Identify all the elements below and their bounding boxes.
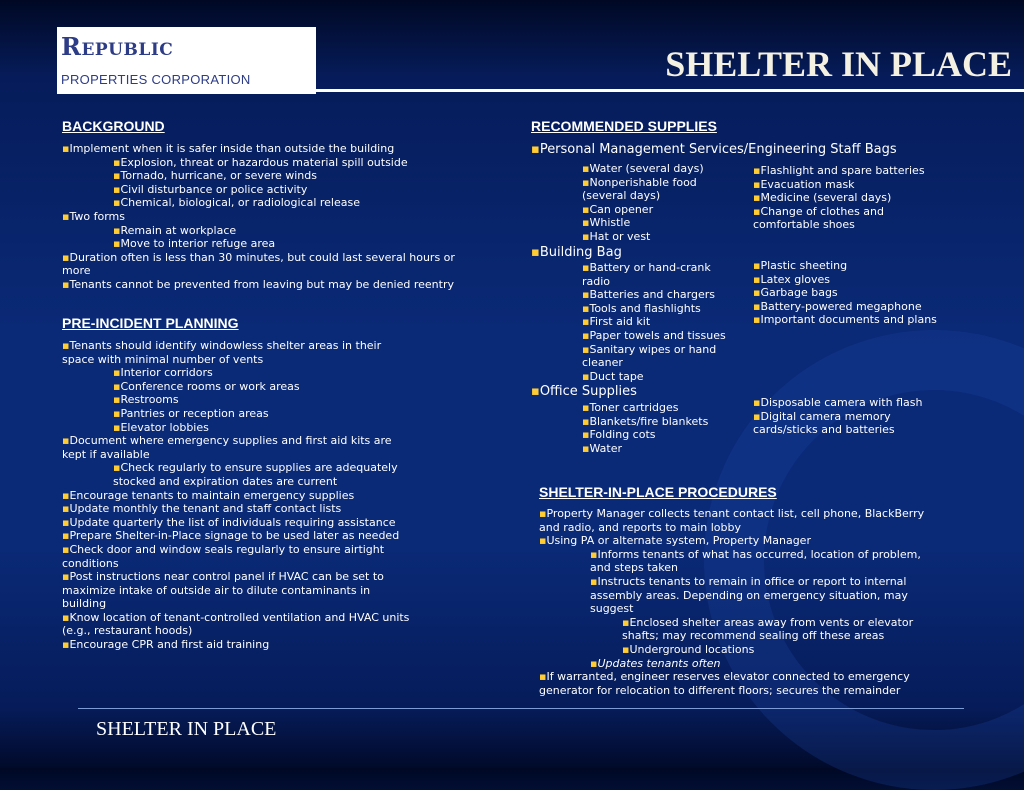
list-item: ▪ Using PA or alternate system, Property Manager [539, 534, 941, 548]
list-item: ▪ Batteries and chargers [582, 288, 734, 302]
list-item: ▪ Plastic sheeting [753, 259, 953, 273]
list-item: ▪ Explosion, threat or hazardous material spill outside [62, 156, 462, 170]
list-item: ▪ Encourage CPR and first aid training [62, 638, 414, 652]
list-item: ▪ Water (several days) [582, 162, 722, 176]
list-item: ▪ Duct tape [582, 370, 734, 384]
list-item: ▪ Post instructions near control panel if HVAC can be set to maximize intake of outside air to dilute contaminants in building [62, 570, 414, 611]
building-bag-label-wrap [531, 245, 731, 261]
list-item: ▪ Move to interior refuge area [62, 237, 462, 251]
list-item: ▪ Duration often is less than 30 minutes, but could last several hours or more [62, 251, 462, 278]
list-item: ▪ Folding cots [582, 428, 734, 442]
list-item: ▪ Encourage tenants to maintain emergency supplies [62, 489, 414, 503]
list-item: ▪ Civil disturbance or police activity [62, 183, 462, 197]
list-item: ▪ Water [582, 442, 734, 456]
list-item: ▪ Conference rooms or work areas [62, 380, 414, 394]
company-logo [57, 27, 316, 94]
building-bag-left-list [582, 261, 734, 383]
office-supplies-label-wrap [531, 384, 731, 400]
list-item: ▪ Garbage bags [753, 286, 953, 300]
background-heading: BACKGROUND [62, 118, 165, 134]
list-item: ▪ Prepare Shelter-in-Place signage to be used later as needed [62, 529, 414, 543]
list-item: ▪ Disposable camera with flash [753, 396, 943, 410]
list-item: ▪ Check regularly to ensure supplies are adequately stocked and expiration dates are current [62, 461, 414, 488]
list-item: ▪ Sanitary wipes or hand cleaner [582, 343, 734, 370]
list-item: ▪ Pantries or reception areas [62, 407, 414, 421]
list-item: ▪ Evacuation mask [753, 178, 943, 192]
list-item: ▪ Whistle [582, 216, 722, 230]
list-item: ▪ Important documents and plans [753, 313, 953, 327]
slide-footer: SHELTER IN PLACE [96, 718, 277, 740]
list-item: ▪ Tenants should identify windowless shelter areas in their space with minimal number of vents [62, 339, 414, 366]
list-item: ▪ Updates tenants often [539, 657, 941, 671]
list-item: ▪ Chemical, biological, or radiological release [62, 196, 462, 210]
pm-bags-right-list [753, 164, 943, 232]
list-item: ▪ Implement when it is safer inside than outside the building [62, 142, 462, 156]
list-item: ▪ Blankets/fire blankets [582, 415, 734, 429]
building-bag-label: ▪ Building Bag [531, 245, 731, 261]
procedures-heading: SHELTER-IN-PLACE PROCEDURES [539, 484, 777, 500]
list-item: ▪ Restrooms [62, 393, 414, 407]
list-item: ▪ Change of clothes and comfortable shoes [753, 205, 943, 232]
list-item: ▪ First aid kit [582, 315, 734, 329]
office-supplies-right-list [753, 396, 943, 437]
pm-bags-left-list [582, 162, 722, 244]
list-item: ▪ Update quarterly the list of individuals requiring assistance [62, 516, 414, 530]
list-item: ▪ Tenants cannot be prevented from leaving but may be denied reentry [62, 278, 462, 292]
list-item: ▪ Underground locations [539, 643, 941, 657]
list-item: ▪ Enclosed shelter areas away from vents or elevator shafts; may recommend sealing off these areas [539, 616, 941, 643]
pre-incident-list [62, 339, 414, 652]
logo-wordmark: Republic [61, 32, 174, 61]
list-item: ▪ Update monthly the tenant and staff contact lists [62, 502, 414, 516]
pre-incident-heading: PRE-INCIDENT PLANNING [62, 315, 239, 331]
logo-subtitle: PROPERTIES CORPORATION [61, 72, 251, 87]
list-item: ▪ Property Manager collects tenant contact list, cell phone, BlackBerry and radio, and reports to main lobby [539, 507, 941, 534]
list-item: ▪ Toner cartridges [582, 401, 734, 415]
background-list [62, 142, 462, 292]
list-item: ▪ If warranted, engineer reserves elevator connected to emergency generator for relocation to different floors; secures the remainder [539, 670, 941, 697]
list-item: ▪ Latex gloves [753, 273, 953, 287]
pm-bags-label-wrap [531, 142, 991, 158]
office-supplies-label: ▪ Office Supplies [531, 384, 731, 400]
list-item: ▪ Tools and flashlights [582, 302, 734, 316]
list-item: ▪ Remain at workplace [62, 224, 462, 238]
list-item: ▪ Elevator lobbies [62, 421, 414, 435]
list-item: ▪ Nonperishable food (several days) [582, 176, 722, 203]
list-item: ▪ Can opener [582, 203, 722, 217]
list-item: ▪ Document where emergency supplies and first aid kits are kept if available [62, 434, 414, 461]
list-item: ▪ Battery or hand-crank radio [582, 261, 734, 288]
list-item: ▪ Medicine (several days) [753, 191, 943, 205]
list-item: ▪ Interior corridors [62, 366, 414, 380]
list-item: ▪ Know location of tenant-controlled ventilation and HVAC units (e.g., restaurant hoods) [62, 611, 414, 638]
supplies-heading: RECOMMENDED SUPPLIES [531, 118, 717, 134]
list-item: ▪ Informs tenants of what has occurred, location of problem, and steps taken [539, 548, 941, 575]
list-item: ▪ Instructs tenants to remain in office or report to internal assembly areas. Depending on emergency situation, may suggest [539, 575, 941, 616]
pm-bags-label: ▪ Personal Management Services/Engineering Staff Bags [531, 142, 991, 158]
title-divider [316, 89, 1024, 92]
building-bag-right-list [753, 259, 953, 327]
list-item: ▪ Hat or vest [582, 230, 722, 244]
list-item: ▪ Two forms [62, 210, 462, 224]
footer-divider [78, 708, 964, 709]
list-item: ▪ Check door and window seals regularly to ensure airtight conditions [62, 543, 414, 570]
list-item: ▪ Battery-powered megaphone [753, 300, 953, 314]
list-item: ▪ Digital camera memory cards/sticks and batteries [753, 410, 943, 437]
list-item: ▪ Paper towels and tissues [582, 329, 734, 343]
list-item: ▪ Tornado, hurricane, or severe winds [62, 169, 462, 183]
slide-title: SHELTER IN PLACE [665, 44, 1012, 84]
procedures-list [539, 507, 941, 697]
office-supplies-left-list [582, 401, 734, 455]
list-item: ▪ Flashlight and spare batteries [753, 164, 943, 178]
